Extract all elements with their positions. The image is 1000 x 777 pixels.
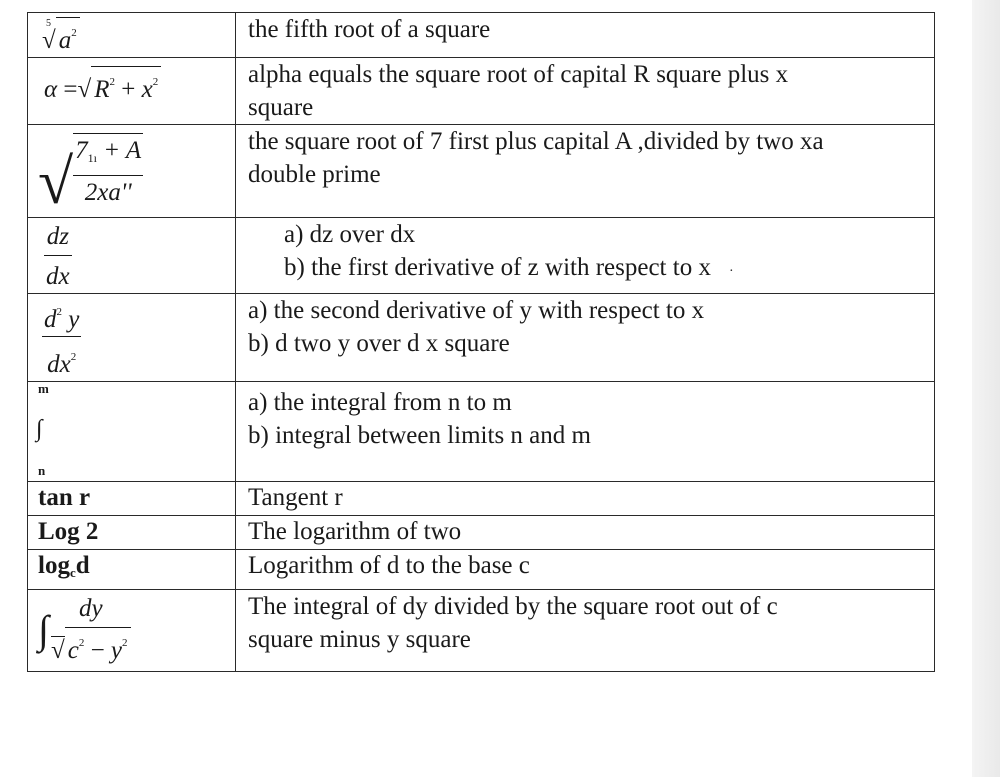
var-y: y — [110, 637, 123, 664]
reading-line: a) dz over dx — [284, 221, 416, 248]
exponent: 2 — [71, 27, 77, 39]
reading-line: Logarithm of d to the base c — [248, 552, 530, 579]
exponent: 2 — [152, 76, 159, 88]
base-subscript: c — [69, 565, 76, 580]
expression-cell — [28, 382, 236, 482]
numerator — [73, 134, 143, 175]
numerator — [42, 296, 81, 336]
page-edge-shadow — [972, 0, 1000, 777]
reading-line: The logarithm of two — [248, 518, 462, 545]
table-row — [28, 382, 935, 482]
reading-cell — [236, 58, 935, 125]
table-row — [28, 516, 935, 550]
denominator: dx — [44, 255, 72, 293]
denominator: 2xa'' — [73, 175, 143, 209]
reading-cell — [236, 125, 935, 218]
subscript: 1 — [87, 151, 94, 165]
dz-dx-fraction — [28, 218, 235, 293]
expression-cell — [28, 550, 236, 590]
alpha-expression — [28, 58, 235, 106]
reading-line: a) the second derivative of y with respect to x — [248, 297, 705, 324]
radicand — [91, 66, 161, 105]
expression-cell — [28, 13, 236, 58]
reading-cell — [236, 382, 935, 482]
plus-a: + A — [103, 137, 142, 164]
table-row — [28, 550, 935, 590]
num-7: 7 — [75, 137, 88, 164]
expression-cell — [28, 58, 236, 125]
integral-sign: ∫ — [38, 606, 49, 652]
table-row — [28, 218, 935, 294]
root-fraction-expression — [28, 125, 235, 217]
reading-line: square — [248, 94, 314, 121]
reading-line: The integral of dy divided by the square root out of c — [248, 593, 778, 620]
reading-line — [248, 251, 934, 288]
math-reading-table — [27, 12, 935, 672]
integral-sign: ∫ — [36, 416, 43, 442]
table-row — [28, 590, 935, 672]
fraction — [49, 592, 133, 667]
reading-cell — [236, 13, 935, 58]
y: y — [68, 306, 80, 333]
expression-cell — [28, 516, 236, 550]
reading-text: b) the first derivative of z with respect to x — [284, 254, 711, 281]
root-index: 5 — [46, 18, 51, 29]
argument-d: d — [75, 552, 90, 579]
exponent: 2 — [109, 76, 115, 88]
fraction — [44, 220, 72, 293]
denominator — [49, 625, 133, 667]
reading-line: b) d two y over d x square — [248, 330, 510, 357]
reading-line: a) the integral from n to m — [248, 389, 512, 416]
plus-sign: + — [121, 76, 136, 103]
base-a: a — [58, 27, 72, 54]
stray-dot: · — [728, 264, 734, 279]
table-row — [28, 13, 935, 58]
numerator: dy — [78, 595, 103, 622]
reading-cell — [236, 516, 935, 550]
reading-cell — [236, 294, 935, 382]
var-c: c — [67, 637, 79, 664]
radical-sign: √ — [77, 76, 92, 103]
reading-line: Tangent r — [248, 484, 343, 511]
table-row — [28, 125, 935, 218]
reading-line: the fifth root of a square — [248, 16, 491, 43]
fraction — [42, 296, 81, 381]
expression-cell — [28, 294, 236, 382]
expression-cell — [28, 125, 236, 218]
integral-limits-expression — [28, 382, 235, 480]
exponent: 2 — [122, 637, 128, 649]
fifth-root-expression — [28, 13, 235, 57]
expression-cell — [28, 482, 236, 516]
log-base-expression — [28, 550, 235, 589]
fraction — [73, 133, 143, 209]
reading-cell — [236, 482, 935, 516]
var-r: R — [94, 76, 110, 103]
radical-sign: √ — [42, 27, 56, 54]
reading-line: square minus y square — [248, 626, 471, 653]
alpha-symbol: α — [44, 76, 58, 103]
radicand — [65, 627, 131, 666]
integral-root-fraction — [28, 590, 235, 667]
exponent: 2 — [56, 306, 62, 318]
expression-cell — [28, 590, 236, 672]
denominator — [42, 336, 81, 381]
reading-line: the square root of 7 first plus capital A ,divided by two xa — [248, 128, 824, 155]
reading-cell — [236, 218, 935, 294]
minus-sign: − — [90, 637, 105, 664]
dx: dx — [47, 351, 71, 378]
log-expression: Log 2 — [38, 518, 99, 545]
numerator: dz — [46, 223, 69, 250]
table-row — [28, 294, 935, 382]
exponent: 2 — [70, 351, 77, 363]
radical-sign: √ — [38, 146, 74, 217]
d: d — [44, 306, 57, 333]
second-derivative-fraction — [28, 294, 235, 381]
equals-sign: = — [63, 76, 78, 103]
log-text: log — [38, 552, 70, 579]
reading-cell — [236, 590, 935, 672]
table-row — [28, 58, 935, 125]
reading-cell — [236, 550, 935, 590]
reading-line: double prime — [248, 161, 381, 188]
radicand — [56, 17, 80, 56]
lower-limit: n — [38, 463, 46, 478]
table-row — [28, 482, 935, 516]
tan-expression: tan r — [38, 484, 91, 511]
expression-cell — [28, 218, 236, 294]
radical-sign: √ — [50, 637, 65, 664]
exponent: 2 — [78, 637, 85, 649]
upper-limit: m — [38, 381, 49, 396]
var-x: x — [141, 76, 153, 103]
reading-line: alpha equals the square root of capital R square plus x — [248, 61, 789, 88]
reading-line: b) integral between limits n and m — [248, 422, 591, 449]
subscript-mark: ı — [93, 151, 97, 165]
